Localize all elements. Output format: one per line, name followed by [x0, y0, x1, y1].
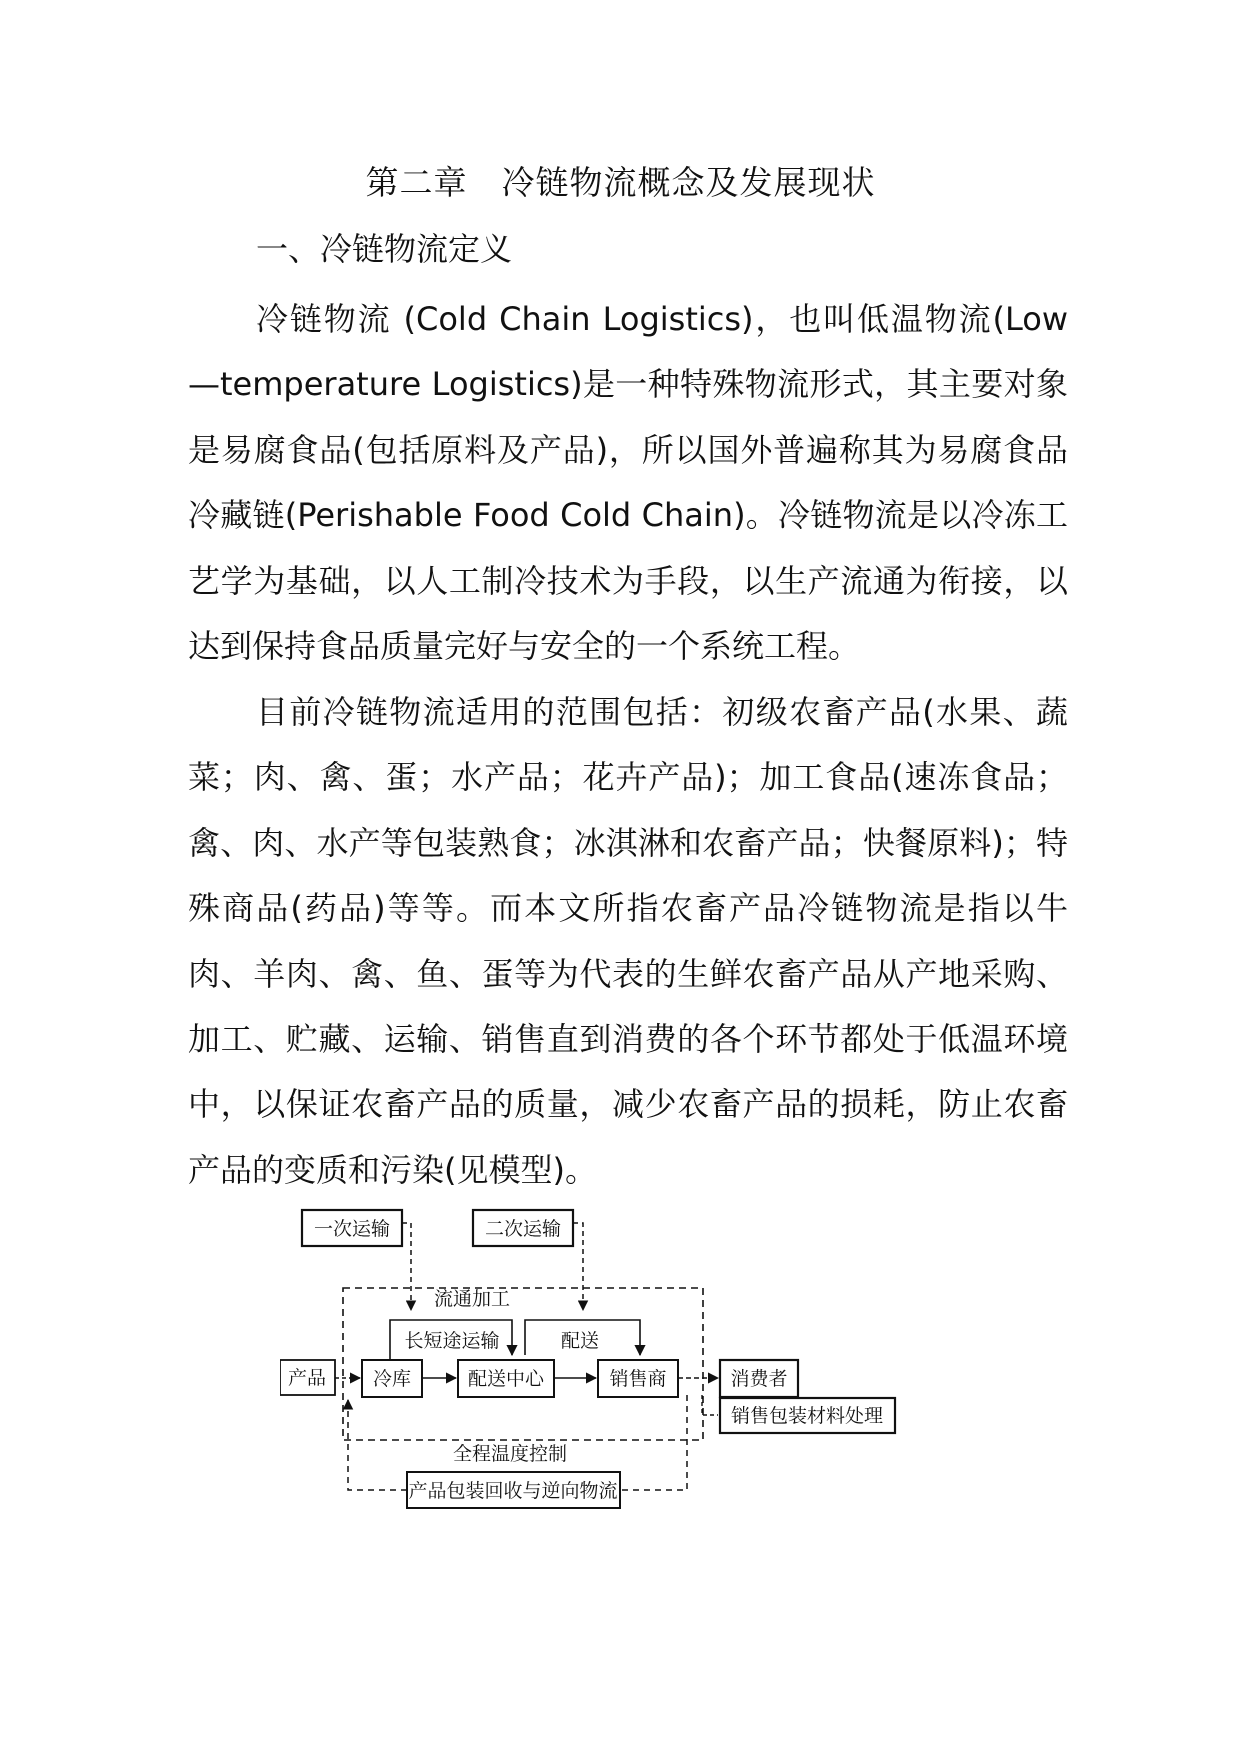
- consumer-label: 消费者: [730, 1368, 788, 1390]
- chapter-title: 第二章 冷链物流概念及发展现状: [365, 163, 876, 202]
- primary-transport-label: 一次运输: [313, 1218, 391, 1240]
- cold-storage-label: 冷库: [372, 1368, 412, 1390]
- product-label: 产品: [287, 1367, 327, 1389]
- temperature-control-label: 全程温度控制: [452, 1443, 568, 1465]
- reverse-logistics-label: 产品包装回收与逆向物流: [408, 1480, 618, 1502]
- cold-chain-model-diagram: [280, 1195, 1020, 1525]
- secondary-transport-label: 二次运输: [484, 1218, 562, 1240]
- long-short-transport-label: 长短途运输: [404, 1330, 500, 1352]
- distribution-center-label: 配送中心: [467, 1368, 545, 1390]
- retailer-label: 销售商: [609, 1368, 667, 1390]
- primary-transport-arrow: [402, 1223, 411, 1310]
- delivery-label: 配送: [560, 1330, 600, 1352]
- secondary-transport-arrow: [573, 1223, 583, 1310]
- paragraph-definition: 冷链物流 (Cold Chain Logistics)，也叫低温物流(Low—temperature Logistics)是一种特殊物流形式，其主要对象是易腐食品(包括原料及产品)，所以国外普遍称其为易腐食品冷藏链(Perishable Food Cold Chain)。冷链物流是以冷冻工艺学为基础，以人工制冷技术为手段，以生产流通为衔接，以达到保持食品质量完好与安全的一个系统工程。: [188, 300, 1068, 666]
- circulation-processing-label: 流通加工: [433, 1288, 511, 1310]
- packaging-disposal-link: [702, 1395, 718, 1415]
- section-heading: 一、冷链物流定义: [256, 230, 513, 268]
- paragraph-scope: 目前冷链物流适用的范围包括：初级农畜产品(水果、蔬菜；肉、禽、蛋；水产品；花卉产品)；加工食品(速冻食品；禽、肉、水产等包装熟食；冰淇淋和农畜产品；快餐原料)；特殊商品(药品)等等。而本文所指农畜产品冷链物流是指以牛肉、羊肉、禽、鱼、蛋等为代表的生鲜农畜产品从产地采购、加工、贮藏、运输、销售直到消费的各个环节都处于低温环境中，以保证农畜产品的质量，减少农畜产品的损耗，防止农畜产品的变质和污染(见模型)。: [188, 693, 1068, 1189]
- packaging-disposal-label: 销售包装材料处理: [730, 1405, 884, 1427]
